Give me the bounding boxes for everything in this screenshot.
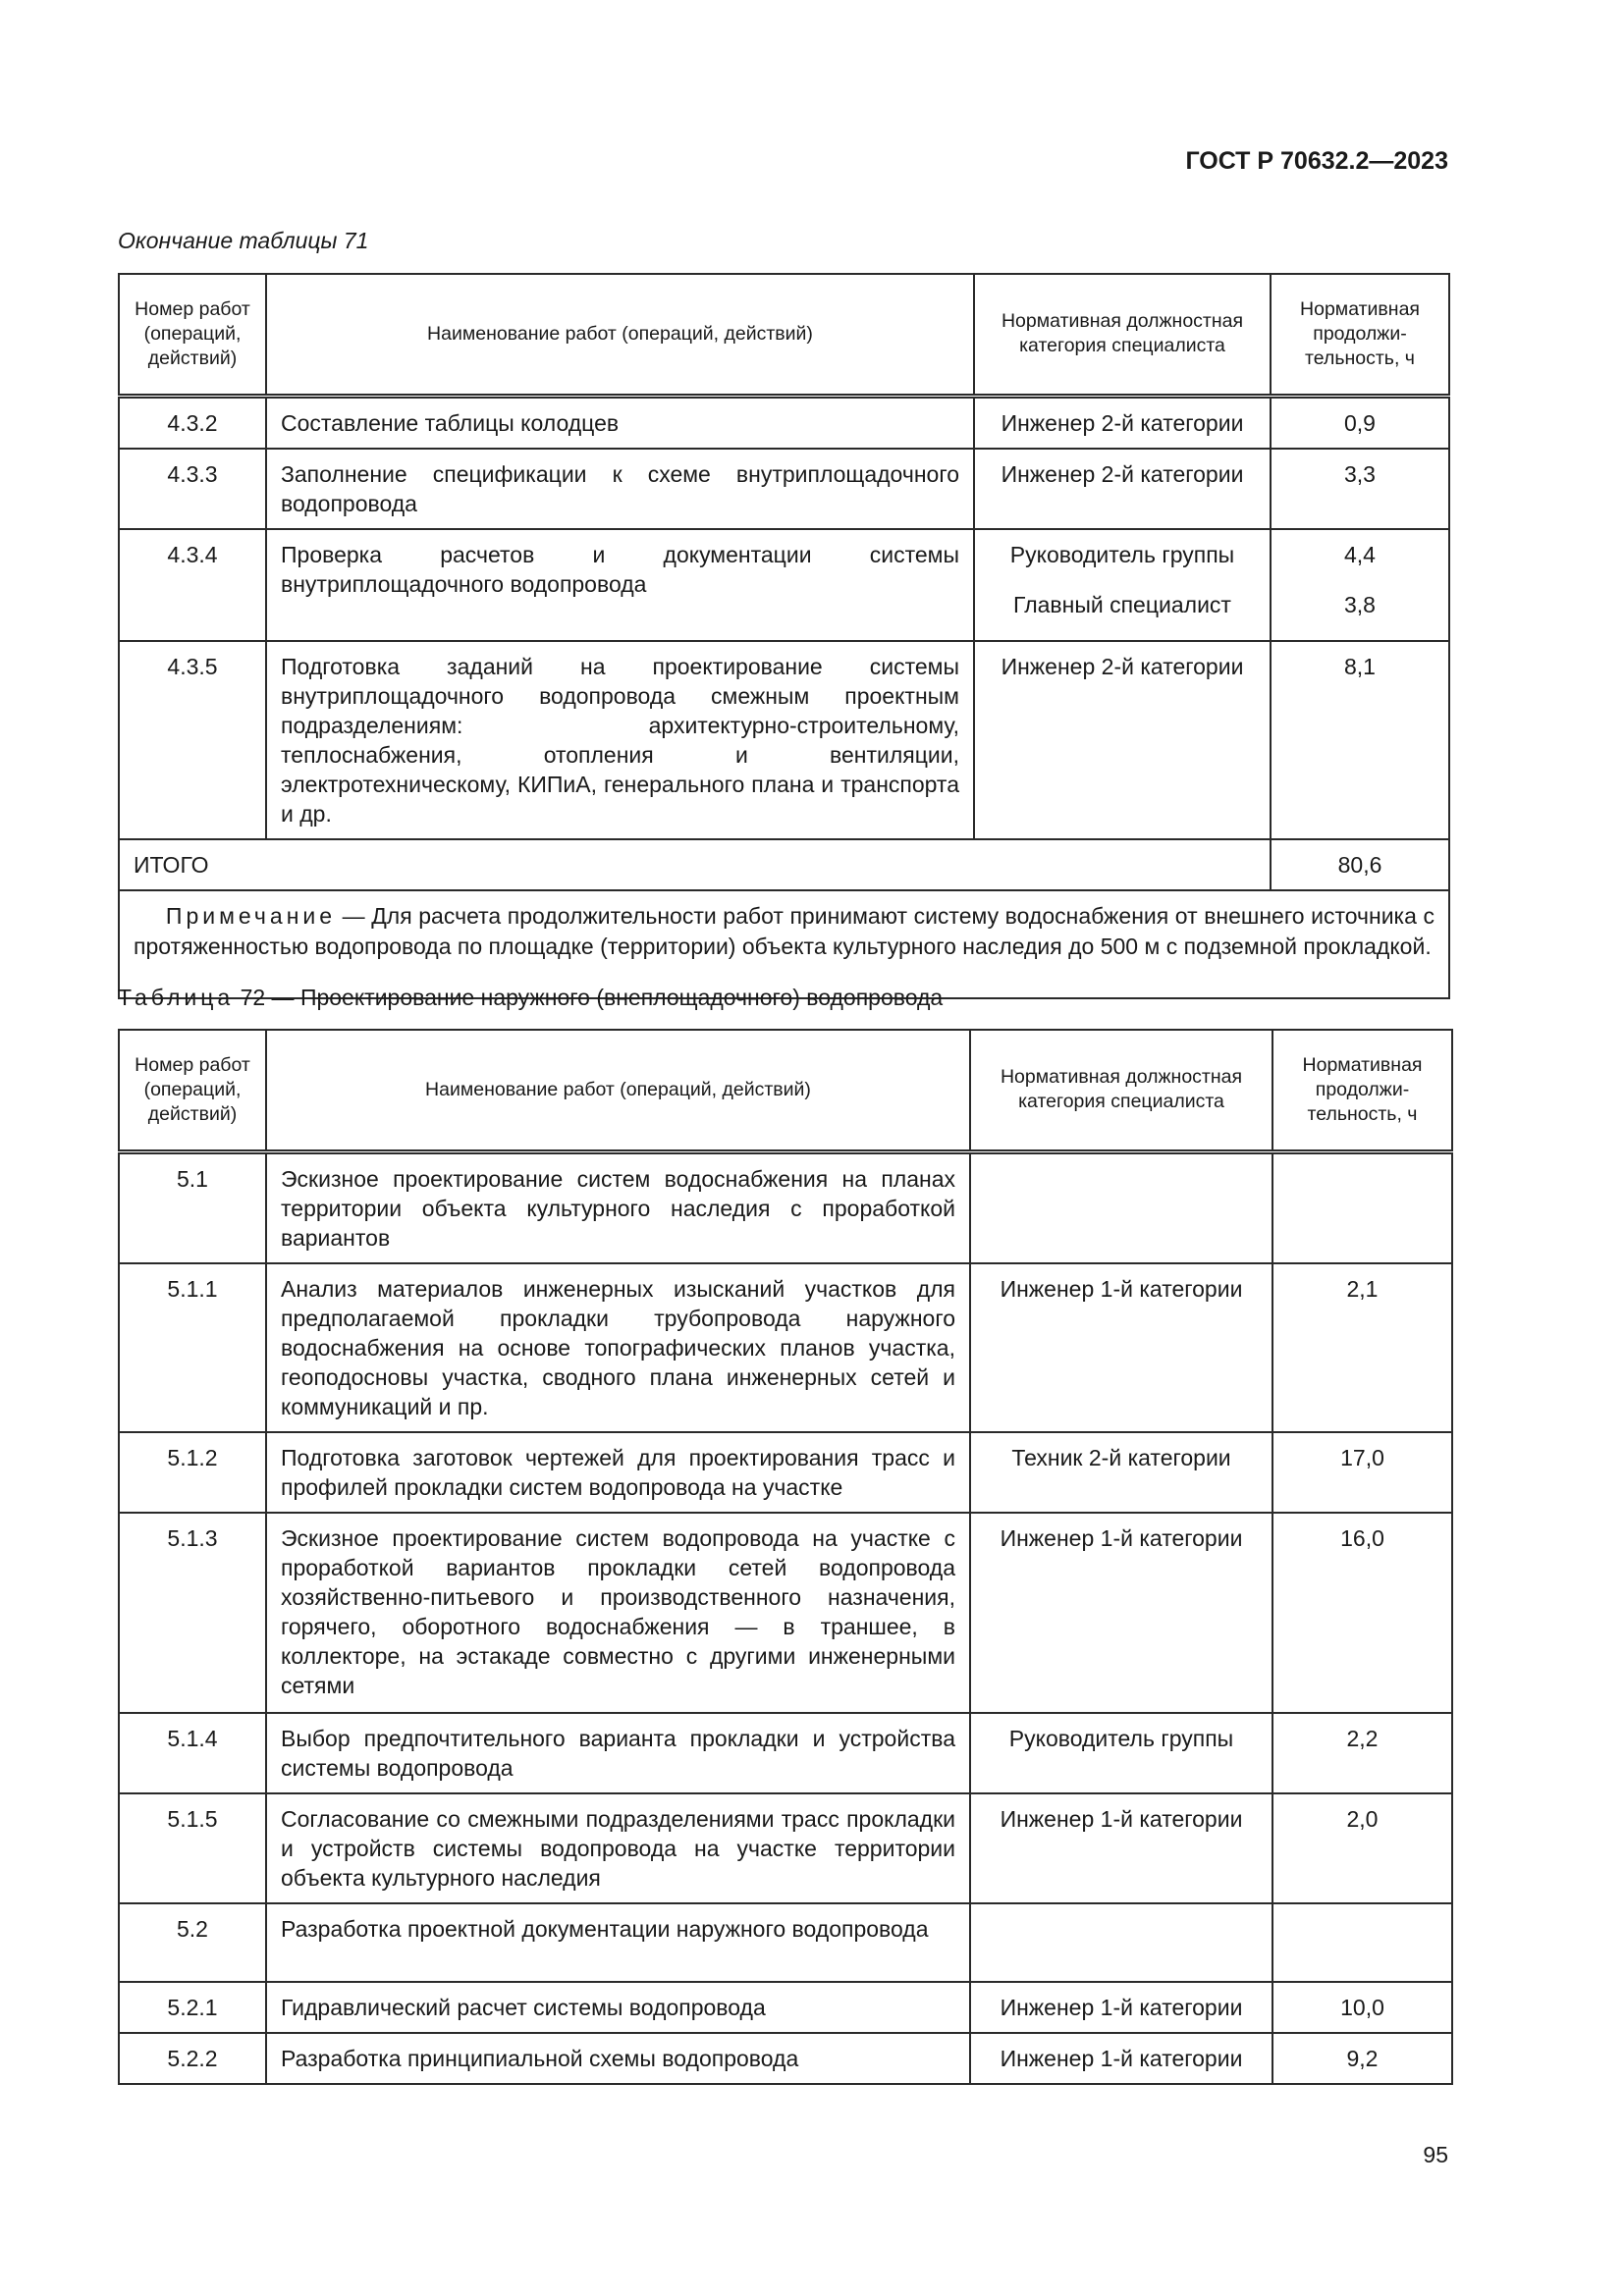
specialist-category-1: Руководитель группы <box>1009 541 1235 567</box>
note-label: Примечание <box>165 902 337 929</box>
table-note <box>119 890 1449 998</box>
column-header-position: Нормативная должностная категория специалиста <box>970 1030 1272 1151</box>
work-number: 5.2 <box>119 1903 266 1982</box>
work-number: 5.1.2 <box>119 1432 266 1513</box>
work-name: Составление таблицы колодцев <box>266 396 974 449</box>
specialist-category: Инженер 2-й категории <box>974 396 1271 449</box>
work-number: 4.3.4 <box>119 529 266 641</box>
work-number: 4.3.3 <box>119 449 266 529</box>
duration-value <box>1271 529 1449 641</box>
duration-value: 10,0 <box>1272 1982 1452 2033</box>
duration-value: 2,2 <box>1272 1713 1452 1793</box>
work-name: Разработка принципиальной схемы водопровода <box>266 2033 970 2084</box>
specialist-category: Инженер 1-й категории <box>970 1982 1272 2033</box>
table-row <box>119 1903 1452 1982</box>
table-row <box>119 1982 1452 2033</box>
work-number: 5.1.5 <box>119 1793 266 1903</box>
work-name: Эскизное проектирование систем водоснабжения на планах территории объекта культурного наследия с проработкой вариантов <box>266 1151 970 1263</box>
table-header-row <box>119 274 1449 396</box>
duration-value <box>1272 1903 1452 1982</box>
specialist-category: Инженер 2-й категории <box>974 641 1271 839</box>
duration-value <box>1272 1151 1452 1263</box>
specialist-category: Инженер 2-й категории <box>974 449 1271 529</box>
table-row <box>119 1151 1452 1263</box>
column-header-duration: Нормативная продолжи-тельность, ч <box>1271 274 1449 396</box>
duration-value: 2,1 <box>1272 1263 1452 1432</box>
work-number: 5.1.3 <box>119 1513 266 1713</box>
work-name: Разработка проектной документации наружного водопровода <box>266 1903 970 1982</box>
duration-value: 9,2 <box>1272 2033 1452 2084</box>
table-row <box>119 1513 1452 1713</box>
table-72-caption-text: 72 — Проектирование наружного (внеплощадочного) водопровода <box>234 985 944 1010</box>
table-row <box>119 449 1449 529</box>
work-name: Гидравлический расчет системы водопровода <box>266 1982 970 2033</box>
total-value: 80,6 <box>1271 839 1449 890</box>
duration-value-1: 4,4 <box>1344 541 1376 567</box>
work-number: 5.1.4 <box>119 1713 266 1793</box>
duration-value: 3,3 <box>1271 449 1449 529</box>
work-name: Анализ материалов инженерных изысканий участков для предполагаемой прокладки трубопровода наружного водоснабжения на основе топографических планов участка, геоподосновы участка, сводного плана инженерных сетей и коммуникаций и пр. <box>266 1263 970 1432</box>
note-row <box>119 890 1449 998</box>
work-name: Подготовка заданий на проектирование системы внутриплощадочного водопровода смежным проектным подразделениям: архитектурно-строительному, теплоснабжения, отопления и вентиляции, электротехническому, КИПиА, генерального плана и транспорта и др. <box>266 641 974 839</box>
column-header-number: Номер работ (операций, действий) <box>119 274 266 396</box>
table-row <box>119 396 1449 449</box>
specialist-category: Руководитель группы <box>970 1713 1272 1793</box>
column-header-number: Номер работ (операций, действий) <box>119 1030 266 1151</box>
work-number: 4.3.5 <box>119 641 266 839</box>
duration-value: 2,0 <box>1272 1793 1452 1903</box>
table-72-caption <box>118 985 943 1011</box>
table-row <box>119 1713 1452 1793</box>
duration-value: 0,9 <box>1271 396 1449 449</box>
specialist-category <box>970 1903 1272 1982</box>
duration-value-2: 3,8 <box>1344 591 1376 617</box>
table-71 <box>118 273 1450 999</box>
table-row <box>119 529 1449 641</box>
document-code: ГОСТ Р 70632.2—2023 <box>1185 147 1448 175</box>
table-71-caption: Окончание таблицы 71 <box>118 228 369 253</box>
specialist-category: Инженер 1-й категории <box>970 1263 1272 1432</box>
page-number: 95 <box>1423 2142 1448 2167</box>
column-header-position: Нормативная должностная категория специалиста <box>974 274 1271 396</box>
table-row <box>119 641 1449 839</box>
table-row <box>119 1263 1452 1432</box>
work-number: 4.3.2 <box>119 396 266 449</box>
work-number: 5.2.2 <box>119 2033 266 2084</box>
note-text: — Для расчета продолжительности работ принимают систему водоснабжения от внешнего источника с протяженностью водопровода по площадке (территории) объекта культурного наследия до 500 м с подземной прокладкой. <box>134 902 1435 959</box>
table-72-caption-label: Таблица <box>118 985 235 1010</box>
specialist-category: Инженер 1-й категории <box>970 2033 1272 2084</box>
specialist-category: Инженер 1-й категории <box>970 1513 1272 1713</box>
duration-value: 8,1 <box>1271 641 1449 839</box>
table-72 <box>118 1029 1453 2085</box>
work-number: 5.1 <box>119 1151 266 1263</box>
table-row <box>119 1793 1452 1903</box>
work-name: Проверка расчетов и документации системы внутриплощадочного водопровода <box>266 529 974 641</box>
duration-value: 16,0 <box>1272 1513 1452 1713</box>
work-name: Выбор предпочтительного варианта прокладки и устройства системы водопровода <box>266 1713 970 1793</box>
column-header-work-name: Наименование работ (операций, действий) <box>266 274 974 396</box>
column-header-duration: Нормативная продолжи-тельность, ч <box>1272 1030 1452 1151</box>
column-header-work-name: Наименование работ (операций, действий) <box>266 1030 970 1151</box>
work-number: 5.2.1 <box>119 1982 266 2033</box>
specialist-category-2: Главный специалист <box>1013 591 1231 617</box>
table-row <box>119 2033 1452 2084</box>
work-name: Заполнение спецификации к схеме внутриплощадочного водопровода <box>266 449 974 529</box>
total-label: ИТОГО <box>119 839 1271 890</box>
work-name: Эскизное проектирование систем водопровода на участке с проработкой вариантов прокладки сетей водопровода хозяйственно-питьевого и производственного назначения, горячего, оборотного водоснабжения — в траншее, в коллекторе, на эстакаде совместно с другими инженерными сетями <box>266 1513 970 1713</box>
duration-value: 17,0 <box>1272 1432 1452 1513</box>
specialist-category <box>970 1151 1272 1263</box>
table-header-row <box>119 1030 1452 1151</box>
work-name: Подготовка заготовок чертежей для проектирования трасс и профилей прокладки систем водопровода на участке <box>266 1432 970 1513</box>
table-row <box>119 1432 1452 1513</box>
specialist-category: Инженер 1-й категории <box>970 1793 1272 1903</box>
total-row <box>119 839 1449 890</box>
specialist-category: Техник 2-й категории <box>970 1432 1272 1513</box>
specialist-category <box>974 529 1271 641</box>
work-name: Согласование со смежными подразделениями трасс прокладки и устройств системы водопровода на участке территории объекта культурного наследия <box>266 1793 970 1903</box>
work-number: 5.1.1 <box>119 1263 266 1432</box>
